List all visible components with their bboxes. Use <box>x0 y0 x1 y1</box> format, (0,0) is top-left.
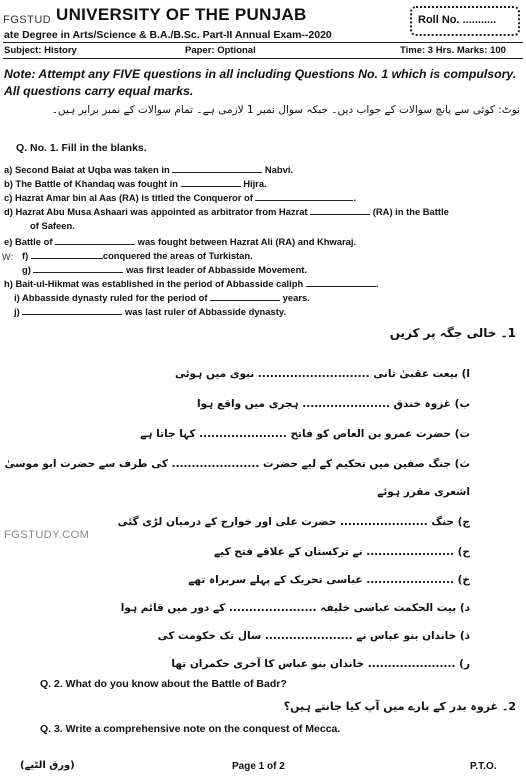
urdu-blank-6: ح) ...................... نے ترکستان کے علاقے فتح کیے <box>214 546 470 558</box>
watermark-fgstud: FGSTUD <box>3 14 52 26</box>
university-title: UNIVERSITY OF THE PUNJAB <box>56 5 307 24</box>
side-mark: W: <box>2 252 14 262</box>
q1-heading: Q. No. 1. Fill in the blanks. <box>16 142 147 154</box>
divider <box>3 58 523 59</box>
question-2-urdu: 2۔ غزوہ بدر کے بارے میں آپ کیا جانتے ہیں؟ <box>283 700 516 713</box>
time-marks-label: Time: 3 Hrs. Marks: 100 <box>400 45 506 56</box>
divider <box>3 42 523 43</box>
blank-item-h: h) Bait-ul-Hikmat was established in the period of Abbasside caliph . <box>4 278 379 289</box>
urdu-blank-4-cont: اشعری مقرر ہوئے <box>377 486 470 498</box>
urdu-blank-10: ر) ...................... خاندان بنو عباس کا آخری حکمران تھا <box>171 658 470 670</box>
instructions-urdu: نوٹ: کوئی سے پانچ سوالات کے جواب دیں۔ جبکہ سوال نمبر 1 لازمی ہے۔ تمام سوالات کے نمبر برابر ہیں۔ <box>51 104 520 116</box>
blank-item-c: c) Hazrat Amar bin al Aas (RA) is titled the Conqueror of . <box>4 192 357 203</box>
blank-item-j: j) was last ruler of Abbasside dynasty. <box>14 306 286 317</box>
blank-item-e: e) Battle of was fought between Hazrat Ali (RA) and Khwaraj. <box>4 236 357 247</box>
watermark-fgstudy: FGSTUDY.COM <box>4 529 90 541</box>
blank-item-d-cont: of Safeen. <box>30 220 75 231</box>
roll-number-label: Roll No. ........... <box>418 14 497 26</box>
page-number: Page 1 of 2 <box>232 761 285 772</box>
question-3: Q. 3. Write a comprehensive note on the conquest of Mecca. <box>40 723 341 735</box>
blank-item-i: i) Abbasside dynasty ruled for the period of years. <box>14 292 310 303</box>
blank-item-a: a) Second Baiat at Uqba was taken in Nabvi. <box>4 164 294 175</box>
blank-item-g: g) was first leader of Abbasside Movement. <box>22 264 308 275</box>
pto-label: P.T.O. <box>470 761 497 772</box>
urdu-blank-1: ا) بیعت عقبیٰ ثانی ............................ نبوی میں ہوئی <box>174 368 470 380</box>
urdu-blank-2: ب) غزوہ خندق ...................... ہجری میں واقع ہوا <box>196 398 470 410</box>
urdu-q1-heading: 1۔ خالی جگہ پر کریں <box>389 326 516 340</box>
urdu-blank-5: ج) جنگ ...................... حضرت علی اور خوارج کے درمیان لڑی گئی <box>117 516 470 528</box>
blank-item-b: b) The Battle of Khandaq was fought in Hijra. <box>4 178 267 189</box>
question-2: Q. 2. What do you know about the Battle of Badr? <box>40 678 287 690</box>
urdu-blank-7: خ) ...................... عباسی تحریک کے پہلے سربراہ تھے <box>188 574 470 586</box>
blank-item-d: d) Hazrat Abu Musa Ashaari was appointed as arbitrator from Hazrat (RA) in the Battle <box>4 206 449 217</box>
urdu-blank-3: ت) حضرت عمرو بن العاص کو فاتح ...................... کہا جاتا ہے <box>140 428 470 440</box>
footer-turn-over-urdu: (ورق الٹیے) <box>20 760 75 771</box>
exam-title: ate Degree in Arts/Science & B.A./B.Sc. Part-II Annual Exam--2020 <box>4 29 332 41</box>
instructions-english: Note: Attempt any FIVE questions in all including Questions No. 1 which is compulsory. All questions carry equal marks. <box>4 67 517 98</box>
urdu-blank-4: ث) جنگ صفین میں تحکیم کے لیے حضرت ...................... کی طرف سے حضرت ابو موسیٰ <box>4 458 470 470</box>
blank-item-f: f) conquered the areas of Turkistan. <box>22 250 253 261</box>
urdu-blank-8: د) بیت الحکمت عباسی خلیفہ ...................... کے دور میں قائم ہوا <box>120 602 470 614</box>
paper-label: Paper: Optional <box>185 45 256 56</box>
subject-label: Subject: History <box>4 45 77 56</box>
roll-number-box <box>410 6 520 36</box>
urdu-blank-9: ذ) خاندان بنو عباس نے ...................... سال تک حکومت کی <box>157 630 470 642</box>
